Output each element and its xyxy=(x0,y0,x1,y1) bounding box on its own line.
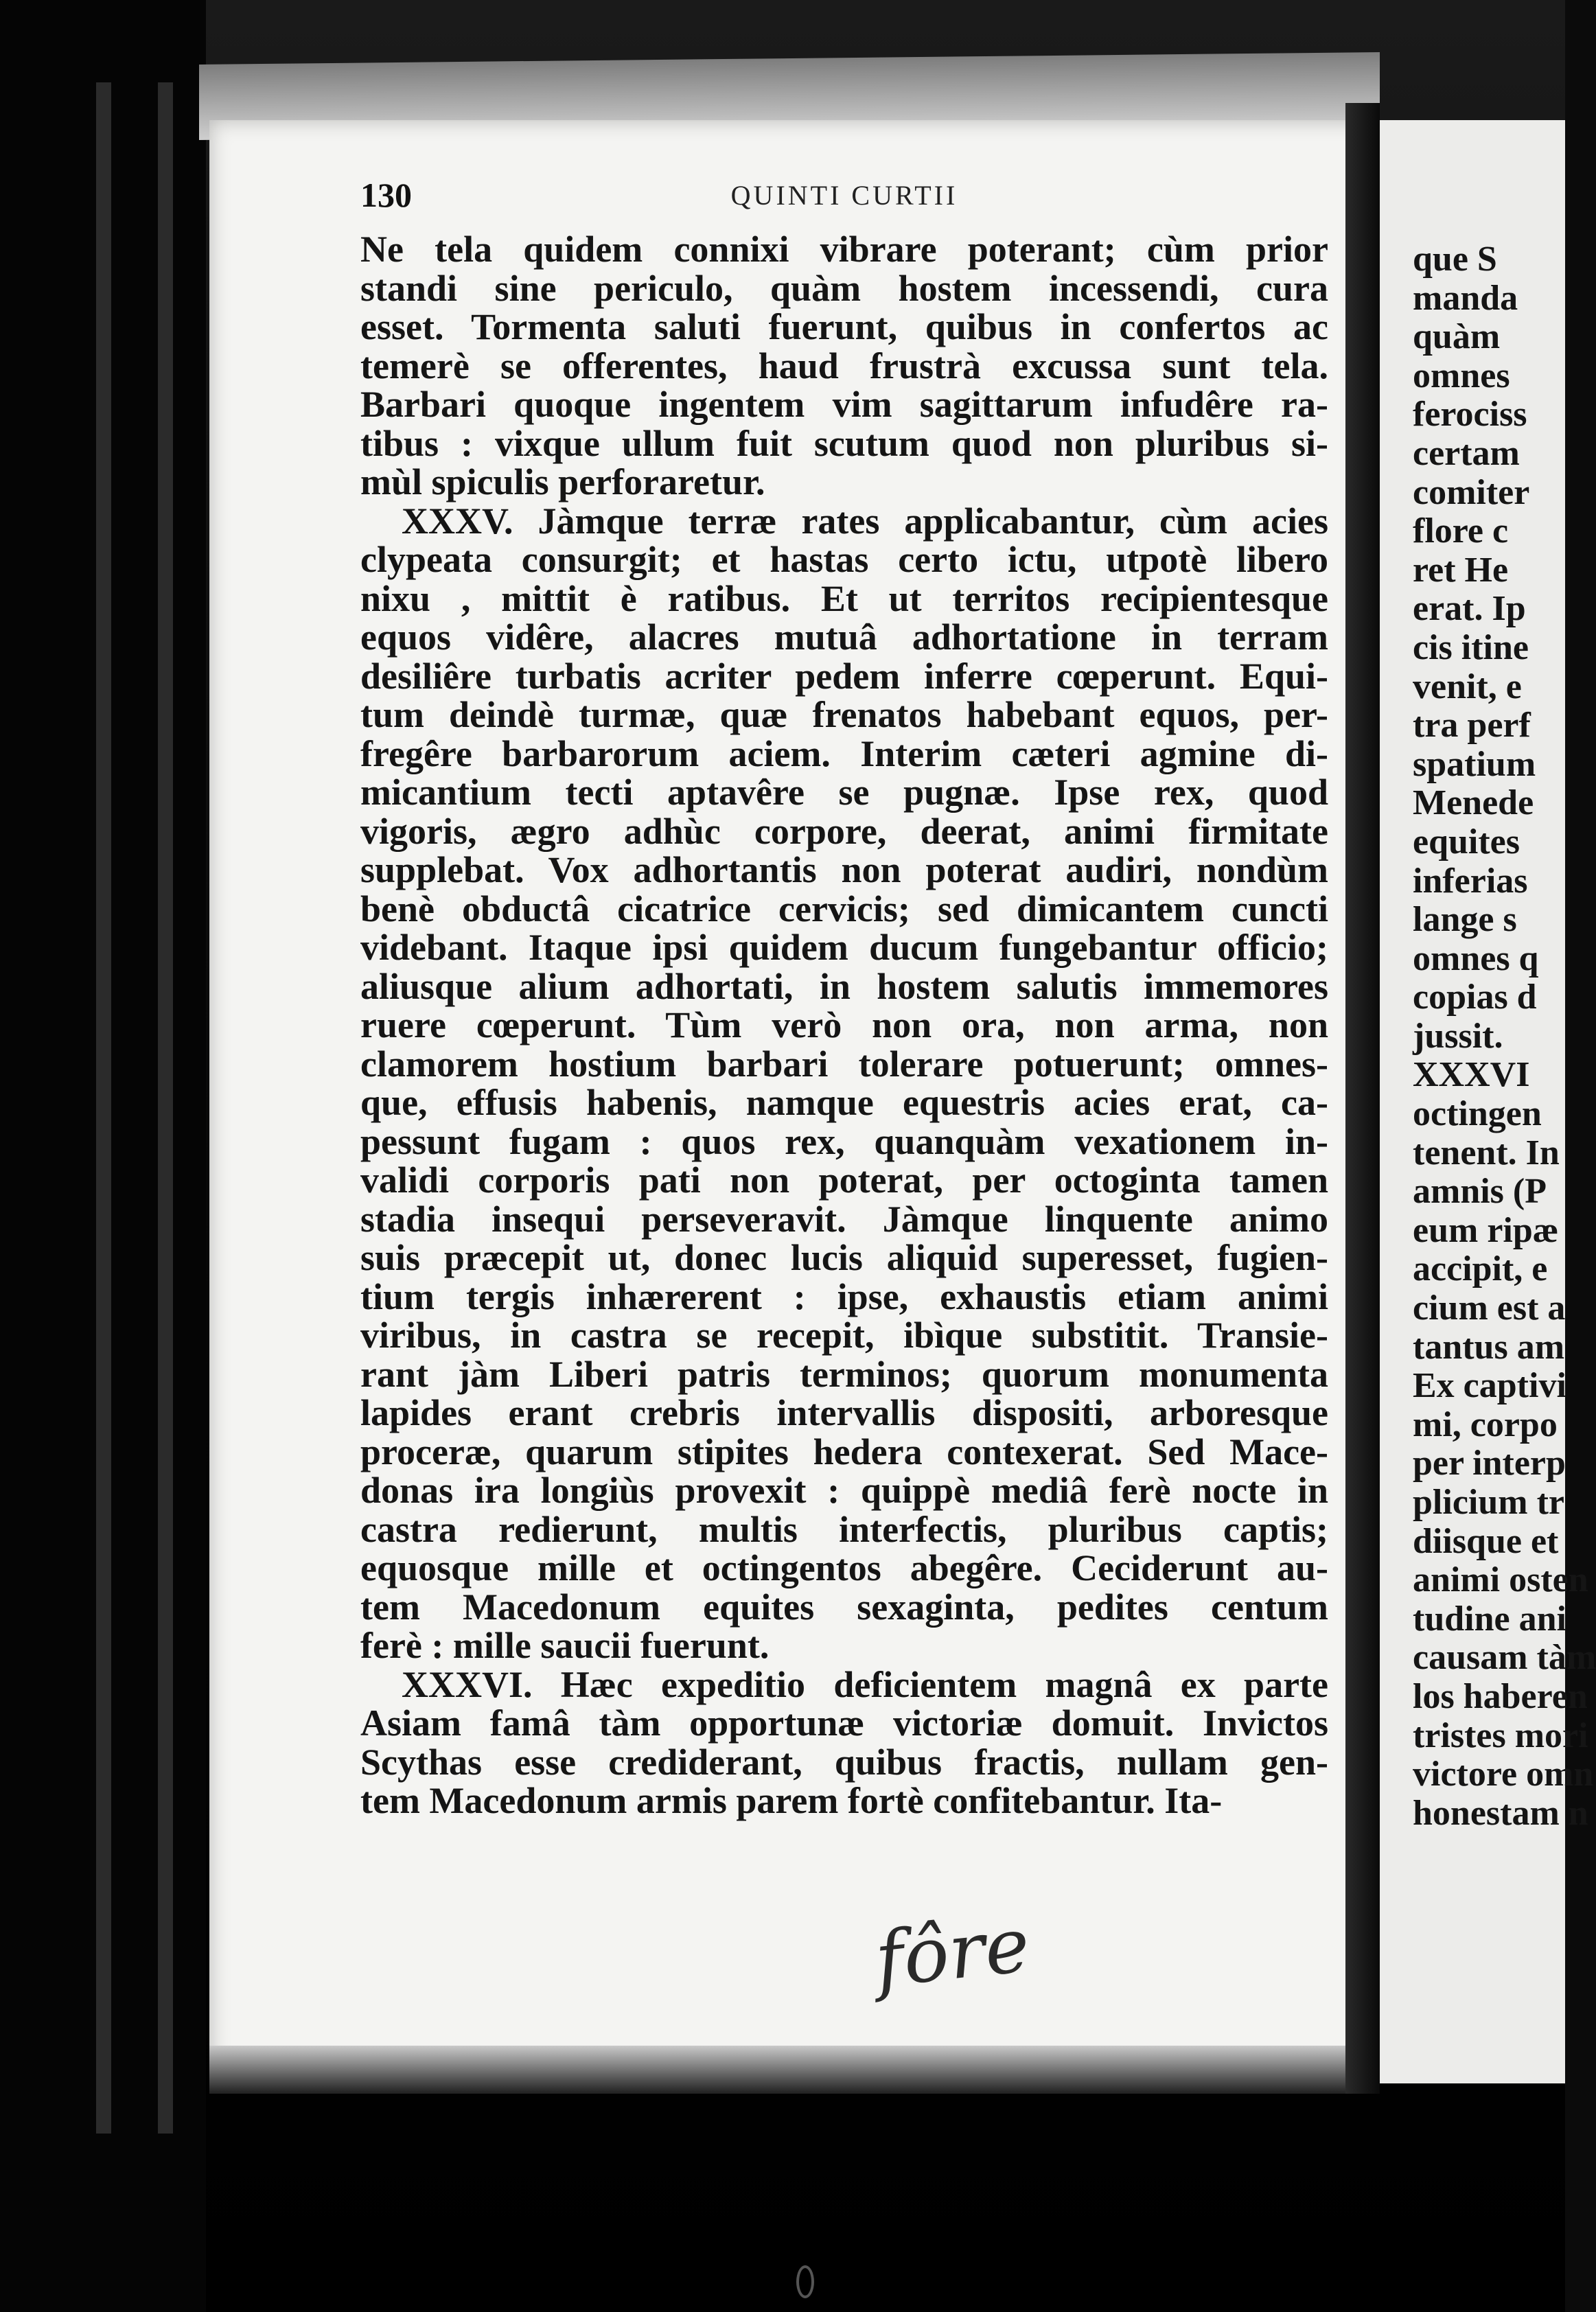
text-line: nixu , mittit è ratibus. Et ut territos recipientesque xyxy=(360,577,1328,619)
text-line: validi corporis pati non poterat, per octoginta tamen xyxy=(360,1159,1328,1201)
facing-text-line: cium est a xyxy=(1413,1288,1566,1328)
facing-text-line: los haberen xyxy=(1413,1676,1588,1716)
facing-text-line: flore c xyxy=(1413,511,1509,551)
facing-text-line: omnes xyxy=(1413,356,1510,395)
text-line: Scythas esse crediderant, quibus fractis, nullam gen- xyxy=(360,1741,1328,1783)
text-line: suis præcepit ut, donec lucis aliquid superesset, fugien- xyxy=(360,1237,1328,1278)
facing-text-line: Ex captivi xyxy=(1413,1366,1566,1406)
facing-text-line: lange s xyxy=(1413,900,1517,940)
facing-text-line: inferias xyxy=(1413,861,1528,901)
running-head: QUINTI CURTII xyxy=(730,180,958,211)
facing-text-line: accipit, e xyxy=(1413,1249,1548,1289)
facing-text-line: tristes mori xyxy=(1413,1715,1588,1755)
text-line: que, effusis habenis, namque equestris acies erat, ca- xyxy=(360,1082,1328,1123)
text-line: proceræ, quarum stipites hedera contexerat. Sed Mace- xyxy=(360,1431,1328,1472)
facing-text-line: plicium tr xyxy=(1413,1483,1564,1522)
facing-text-line: comiter xyxy=(1413,472,1530,512)
facing-text-line: spatium xyxy=(1413,744,1536,784)
text-line: XXXV. Jàmque terræ rates applicabantur, cùm acies xyxy=(402,500,1328,542)
book-gutter xyxy=(1345,103,1380,2094)
text-line: tem Macedonum armis parem fortè confitebantur. Ita- xyxy=(360,1780,1223,1821)
text-line: benè obductâ cicatrice cervicis; sed dimicantem cuncti xyxy=(360,888,1328,929)
text-line: supplebat. Vox adhortantis non poterat audiri, nondùm xyxy=(360,849,1328,890)
facing-text-line: que S xyxy=(1413,240,1497,279)
facing-text-line: honestam n xyxy=(1413,1793,1588,1833)
facing-text-line: copias d xyxy=(1413,978,1537,1017)
text-line: tium tergis inhærerent : ipse, exhaustis etiam animi xyxy=(360,1275,1328,1317)
facing-text-line: animi osten xyxy=(1413,1560,1588,1600)
text-line: fregêre barbarorum aciem. Interim cæteri agmine di- xyxy=(360,732,1328,774)
facing-text-line: manda xyxy=(1413,278,1518,318)
facing-text-line: ferociss xyxy=(1413,395,1527,435)
facing-text-line: causam tàm xyxy=(1413,1638,1596,1678)
facing-text-line: tenent. In xyxy=(1413,1133,1560,1172)
text-line: tum deindè turmæ, quæ frenatos habebant equos, per- xyxy=(360,694,1328,735)
text-line: micantium tecti aptavêre se pugnæ. Ipse rex, quod xyxy=(360,772,1328,813)
text-line: clypeata consurgit; et hastas certo ictu, utpotè libero xyxy=(360,539,1328,580)
text-line: aliusque alium adhortati, in hostem salutis immemores xyxy=(360,965,1328,1007)
facing-text-line: quàm xyxy=(1413,317,1501,357)
text-line: tibus : vixque ullum fuit scutum quod non pluribus si- xyxy=(360,422,1328,464)
text-line: viribus, in castra se recepit, ibìque substitit. Transie- xyxy=(360,1315,1328,1356)
facing-text-line: tudine ani xyxy=(1413,1599,1566,1639)
facing-text-line: cis itine xyxy=(1413,627,1529,667)
scan-smudge xyxy=(796,2265,814,2298)
text-line: temerè se offerentes, haud frustrà excussa sunt tela. xyxy=(360,345,1328,386)
facing-text-line: Menede xyxy=(1413,783,1534,823)
text-line: equos vidêre, alacres mutuâ adhortatione in terram xyxy=(360,616,1328,658)
facing-text-line: tantus am xyxy=(1413,1327,1565,1367)
text-line: standi sine periculo, quàm hostem incessendi, cura xyxy=(360,267,1328,309)
facing-text-line: certam xyxy=(1413,433,1520,473)
facing-text-line: ret He xyxy=(1413,550,1509,590)
text-line: ruere cœperunt. Tùm verò non ora, non arma, non xyxy=(360,1004,1328,1045)
facing-page xyxy=(1380,120,1596,2083)
text-line: tem Macedonum equites sexaginta, pedites centum xyxy=(360,1586,1328,1628)
book-edge-stripe xyxy=(158,82,173,2134)
facing-text-line: octingen xyxy=(1413,1094,1542,1134)
text-line: donas ira longiùs provexit : quippè mediâ ferè nocte in xyxy=(360,1470,1328,1511)
text-line: Barbari quoque ingentem vim sagittarum infudêre ra- xyxy=(360,384,1328,425)
text-line: Asiam famâ tàm opportunæ victoriæ domuit. Invictos xyxy=(360,1702,1328,1744)
facing-text-line: venit, e xyxy=(1413,667,1522,706)
facing-text-line: XXXVI xyxy=(1413,1055,1530,1095)
facing-text-line: omnes q xyxy=(1413,938,1539,978)
text-line: lapides erant crebris intervallis dispositi, arboresque xyxy=(360,1392,1328,1433)
book-edge-stripe xyxy=(96,82,111,2134)
text-line: ferè : mille saucii fuerunt. xyxy=(360,1625,770,1666)
facing-text-line: eum ripæ xyxy=(1413,1210,1559,1250)
text-line: Ne tela quidem connixi vibrare poterant; cùm prior xyxy=(360,229,1328,270)
text-line: desiliêre turbatis acriter pedem inferre cœperunt. Equi- xyxy=(360,655,1328,697)
facing-text-line: victore omn xyxy=(1413,1755,1594,1794)
facing-text-line: jussit. xyxy=(1413,1016,1503,1056)
facing-text-line: erat. Ip xyxy=(1413,589,1526,629)
text-line: XXXVI. Hæc expeditio deficientem magnâ ex parte xyxy=(402,1663,1328,1705)
text-line: esset. Tormenta saluti fuerunt, quibus in confertos ac xyxy=(360,306,1328,347)
body-text xyxy=(360,230,1328,1820)
book-edge-left xyxy=(0,0,206,2312)
text-line: rant jàm Liberi patris terminos; quorum monumenta xyxy=(360,1353,1328,1395)
facing-text-line: per interp xyxy=(1413,1444,1566,1483)
facing-text-line: mi, corpo xyxy=(1413,1404,1558,1444)
facing-page-text xyxy=(1413,240,1596,1833)
page-number: 130 xyxy=(360,176,412,214)
page-bottom-shadow xyxy=(209,2046,1376,2094)
text-line: clamorem hostium barbari tolerare potuerunt; omnes- xyxy=(360,1043,1328,1085)
text-line: castra redierunt, multis interfectis, pluribus captis; xyxy=(360,1508,1328,1550)
facing-text-line: equites xyxy=(1413,822,1520,862)
text-line: vigoris, ægro adhùc corpore, deerat, animi firmitate xyxy=(360,810,1328,852)
facing-text-line: amnis (P xyxy=(1413,1172,1547,1212)
text-line: stadia insequi perseveravit. Jàmque linquente animo xyxy=(360,1198,1328,1240)
facing-text-line: tra perf xyxy=(1413,706,1531,745)
text-line: equosque mille et octingentos abegêre. Ceciderunt au- xyxy=(360,1547,1328,1588)
text-line: videbant. Itaque ipsi quidem ducum fungebantur officio; xyxy=(360,927,1328,968)
page-header xyxy=(360,175,1328,223)
handwritten-annotation: fôre xyxy=(870,1900,1034,2004)
facing-text-line: diisque et xyxy=(1413,1521,1559,1561)
text-line: mùl spiculis perforaretur. xyxy=(360,461,765,502)
text-line: pessunt fugam : quos rex, quanquàm vexationem in- xyxy=(360,1120,1328,1162)
